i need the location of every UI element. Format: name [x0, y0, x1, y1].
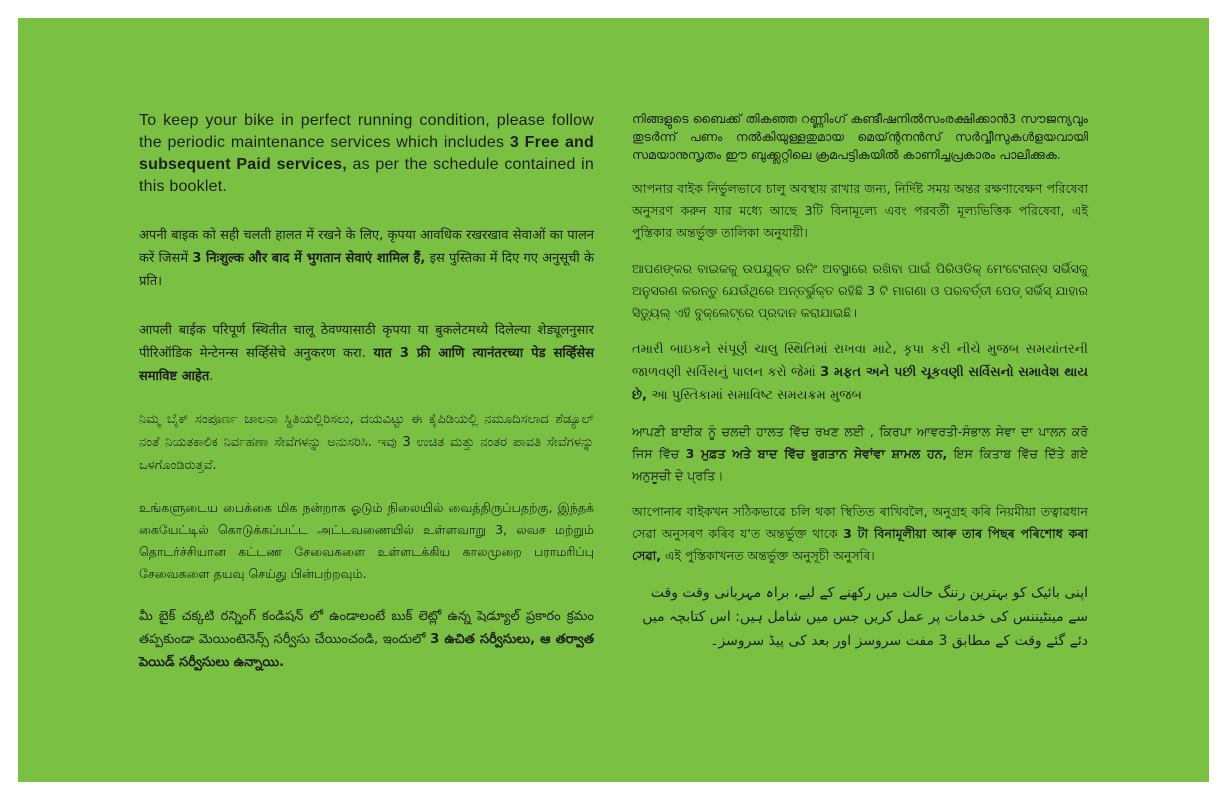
paragraph-odia: ଆପଣଙ୍କର ବାଇକକୁ ଉପଯୁକ୍ତ ରନିଂ ଅବସ୍ଥାରେ ରଖିବା ପାଇଁ ପିରିଓଡିକ୍ ମେଂଟେନାନ୍ସ ସର୍ଭିସକୁ ଅନୁସରଣ କରନ୍ତୁ ଯେଉଁଥିରେ ଅନ୍ତର୍ଭୁକ୍ତ ରହିଛି 3 ଟି ମାଗଣା ଓ ପରବର୍ତ୍ତୀ ପେଡ୍ ସର୍ଭିସ୍ ଯାହାର ସିଡ୍ୟୁଲ୍ ଏହି ବୁକ୍‌ଲେଟ୍‌ରେ ପ୍ରଦାନ କରାଯାଇଛି।: [632, 261, 1088, 320]
paragraph-kannada: ನಿಮ್ಮ ಬೈಕ್ ಸಂಪೂರ್ಣ ಚಾಲನಾ ಸ್ಥಿತಿಯಲ್ಲಿರಿಸಲು, ದಯವಿಟ್ಟು ಈ ಕೈಪಿಡಿಯಲ್ಲಿ ನಮೂದಿಸಲಾದ ಶೆಡ್ಯೂಲ್ ನಂತೆ ನಿಯತಕಾಲಿಕ ನಿರ್ವಹಣಾ ಸೇವೆಗಳನ್ನು ಅನುಸರಿಸಿ. ಇವು 3 ಉಚಿತ ಮತ್ತು ನಂತರ ಪಾವತಿ ಸೇವೆಗಳನ್ನು ಒಳಗೊಂಡಿರುತ್ತವೆ.: [139, 412, 594, 473]
paragraph-gujarati: તમારી બાઇકને સંપૂર્ણ ચાલુ સ્થિતિમાં રાખવા માટે, કૃપા કરી નીચે મુજબ સમયાંતરની જાળવણી સર્વિસનું પાલન કરો જેમાં 3 મફત અને પછી ચૂકવણી સર્વિસનો સમાવેશ થાય છે, આ પુસ્તિકામાં સમાવિષ્ટ સમયક્રમ મુજબ: [632, 342, 1088, 403]
paragraph-malayalam: നിങ്ങളുടെ ബൈക്ക് തികഞ്ഞ റണ്ണിംഗ് കണ്ടീഷനില്‍സംരക്ഷിക്കാന്‍3 സൗജന്യവും തുടര്‍ന്ന് പണം നല്‍കിയുള്ളതുമായ മെയ്ന്റനന്‍സ് സര്‍വ്വീസുകള്‍ളയവായി സമയാനുസൃതം ഈ ബുക്ക്ലറ്റിലെ ക്രമപട്ടികയില്‍ കാണിച്ചപ്രകാരം പാലിക്കുക.: [632, 111, 1088, 162]
paragraph-hindi: अपनी बाइक को सही चलती हालत में रखने के लिए, कृपया आवधिक रखरखाव सेवाओं का पालन करें जिसमें 3 निःशुल्क और बाद में भुगतान सेवाएं शामिल हैं, इस पुस्तिका में दिए गए अनुसूची के प्रति।: [139, 228, 594, 289]
paragraph-assamese: আপোনাৰ বাইকখন সঠিকভাৱে চলি থকা স্থিতিত ৰাখিবলৈ, অনুগ্ৰহ কৰি নিয়মীয়া তত্বাৱধান সেৱা অনুসৰণ কৰিব য'ত অন্তৰ্ভুক্ত থাকে 3 টা বিনামূলীয়া আৰু তাৰ পিছৰ পৰিশোধ কৰা সেৱা, এই পুস্তিকাখনত অন্তৰ্ভুক্ত অনুসূচী অনুসৰি।: [632, 504, 1088, 563]
booklet-page: [18, 18, 1209, 782]
paragraph-telugu: మీ బైక్ చక్కటి రన్నింగ్ కండిషన్ లో ఉండాలంటే బుక్ లెట్లో ఉన్న షెడ్యూల్ ప్రకారం క్రమం తప్పకుండా మెయింటెనెన్స్ సర్వీసు చేయించండి, ఇందులో 3 ఉచిత సర్వీసులు, ఆ తర్వాత పెయిడ్ సర్వీసులు ఉన్నాయి.: [139, 609, 594, 670]
paragraph-punjabi: ਆਪਣੀ ਬਾਈਕ ਨੂੰ ਚਲਦੀ ਹਾਲਤ ਵਿੱਚ ਰਖਣ ਲਈ , ਕਿਰਪਾ ਆਵਰਤੀ-ਸੰਭਾਲ ਸੇਵਾ ਦਾ ਪਾਲਨ ਕਰੋ ਜਿਸ ਵਿੱਚ 3 ਮੁਫ਼ਤ ਅਤੇ ਬਾਦ ਵਿੱਚ ਭੁਗਤਾਨ ਸੇਵਾਂਵਾ ਸ਼ਾਮਲ ਹਨ, ਇਸ ਕਿਤਾਬ ਵਿੱਚ ਦਿੱਤੇ ਗਏ ਅਨੁਸੂਚੀ ਦੇ ਪ੍ਰਤਿ।: [632, 424, 1088, 483]
paragraph-bengali: আপনার বাইক নির্ভুলভাবে চালু অবস্থায় রাখার জন্য, নির্দিষ্ট সময় অন্তর রক্ষণাবেক্ষণ পরিষেবা অনুসরণ করুন যার মধ্যে আছে 3টি বিনামূল্যে এবং পরবর্তী মূল্যভিত্তিক পরিষেবা, এই পুস্তিকার অন্তর্ভুক্ত তালিকা অনুযায়ী।: [632, 181, 1088, 240]
paragraph-tamil: உங்களுடைய பைக்கை மிக நன்றாக ஓடும் நிலையில் வைத்திருப்பதற்கு, இந்தக் கையேட்டில் கொடுக்கப்பட்ட அட்டவணையில் உள்ளவாறு 3, லவச மற்றும் தொடர்ச்சியான கட்டண சேவைகளை உள்ளடக்கிய காலமுறை பராமரிப்பு சேவைகளை தயவு செய்து பின்பற்றவும்.: [139, 500, 594, 581]
right-column: [632, 110, 1088, 653]
paragraph-marathi: आपली बाईक परिपूर्ण स्थितीत चालू ठेवण्यासाठी कृपया या बुकलेटमध्ये दिलेल्या शेड्यूलनुसार पीरिऑडिक मेन्टेनन्स सर्व्हिसेचे अनुकरण करा. यात 3 फ्री आणि त्यानंतरच्या पेड सर्व्हिसेस समाविष्ट आहेत.: [139, 323, 594, 384]
paragraph-urdu: اپنی بائیک کو بہترین رننگ حالت میں رکھنے کے لیے، براہ مہربانی وقت وقت سے مینٹیننس کی خدمات پر عمل کریں جس میں شامل ہیں: اس کتابچہ میں دئے گئے وقت کے مطابق 3 مفت سروسز اور بعد کی پیڈ سروسز۔: [642, 585, 1088, 649]
paragraph-english: To keep your bike in perfect running condition, please follow the periodic maintenance services which includes 3 Free and subsequent Paid services, as per the schedule contained in this booklet.: [139, 112, 594, 195]
left-column: [139, 110, 594, 674]
